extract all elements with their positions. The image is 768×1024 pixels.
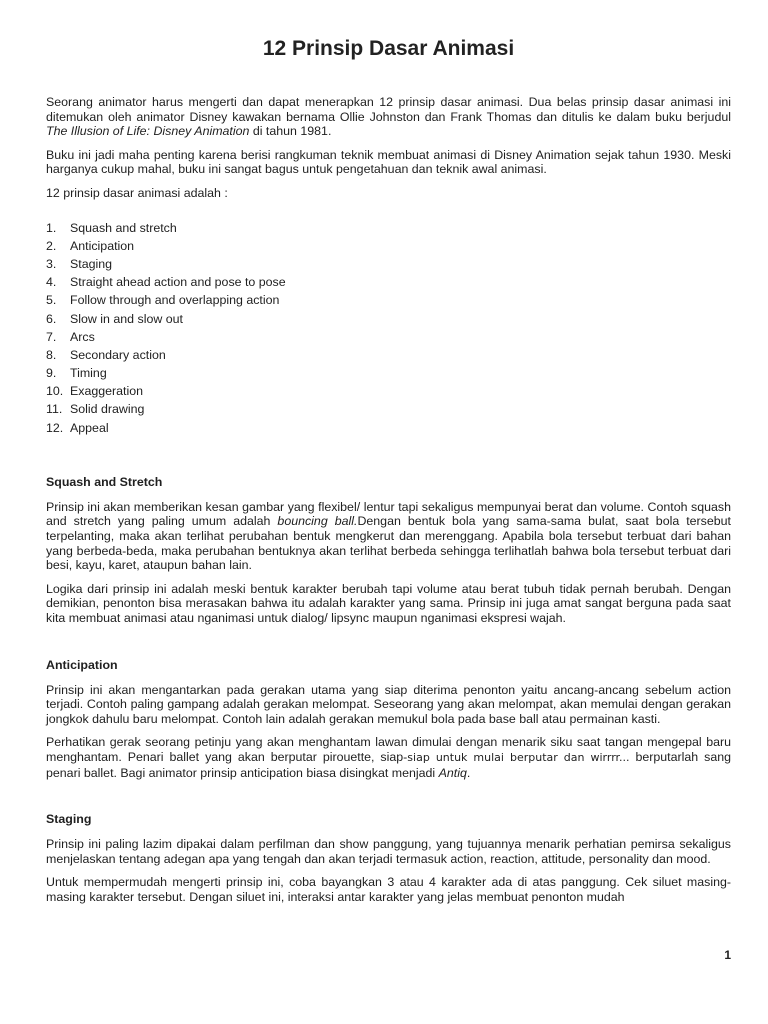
list-number: 8. [46,347,57,362]
list-item [46,346,731,364]
list-label: Secondary action [70,347,166,362]
list-label: Straight ahead action and pose to pose [70,275,286,290]
list-item [46,400,731,418]
list-label: Arcs [70,329,95,344]
list-number: 12. [46,420,64,435]
list-number: 6. [46,311,57,326]
squash-paragraph-1 [46,500,731,573]
page-number: 1 [724,948,731,962]
list-label: Squash and stretch [70,220,177,235]
staging-paragraph-2: Untuk mempermudah mengerti prinsip ini, coba bayangkan 3 atau 4 karakter ada di atas panggung. Cek siluet masing-masing karakter tersebut. Dengan siluet ini, interaksi antar karakter yang jelas membuat penonton mudah [46,875,731,904]
list-number: 1. [46,220,57,235]
list-label: Solid drawing [70,402,145,417]
list-item [46,291,731,309]
squash-p1-tail: Dengan bentuk bola yang sama-sama bulat, saat bola tersebut terpelanting, maka akan terlihat perubahan bentuk mengkerut dan merenggang. Apabila bola tersebut terbuat dari bahan yang berbeda-beda, maka perubahan bentuknya akan terlihat berbeda sehingga terlihatlah bahwa bola tersebut terbuat dari besi, kayu, karet, ataupun bahan lain. [46,514,731,573]
book-title: The Illusion of Life: Disney Animation [46,124,250,139]
list-number: 10. [46,384,64,399]
list-label: Timing [70,366,107,381]
list-number: 9. [46,366,57,381]
list-item [46,255,731,273]
list-label: Staging [70,256,113,271]
anticipation-paragraph-2 [46,735,731,780]
anticipation-p2-continue: berputarlah sang penari ballet. Bagi animator prinsip anticipation biasa disingkat menjadi [46,749,731,780]
section-heading-anticipation: Anticipation [46,657,118,672]
intro-paragraph-1 [46,95,731,139]
anticipation-p2-text: Perhatikan gerak seorang petinju yang akan menghantam lawan dimulai dengan menarik siku saat tangan mengepal baru menghantam. Penari ballet yang akan berputar pirouette, siap- [46,735,731,764]
list-number: 2. [46,238,57,253]
anticipation-paragraph-1: Prinsip ini akan mengantarkan pada gerakan utama yang siap diterima penonton yaitu ancang-ancang sebelum action terjadi. Contoh paling gampang adalah gerakan melompat. Seseorang yang akan melompat, akan memulai dengan gerakan jongkok dahulu baru melompat. Contoh lain adalah gerakan memukul bola pada base ball atau permainan kasti. [46,682,731,726]
list-item [46,364,731,382]
list-label: Slow in and slow out [70,311,183,326]
list-number: 4. [46,275,57,290]
squash-paragraph-2: Logika dari prinsip ini adalah meski bentuk karakter berubah tapi volume atau berat tubuh tidak pernah berubah. Dengan demikian, penonton bisa merasakan bahwa itu adalah karakter yang sama. Prinsip ini juga amat sangat berguna pada saat kita membuat animasi atau nganimasi untuk dialog/ lipsync maupun nganimasi ekspresi wajah. [46,581,731,625]
section-heading-staging: Staging [46,812,92,827]
staging-paragraph-1: Prinsip ini paling lazim dipakai dalam perfilman dan show panggung, yang tujuannya menarik perhatian pemirsa sekaligus menjelaskan tentang adegan apa yang tengah dan akan terjadi termasuk action, reaction, attitude, personality dan mood. [46,837,731,866]
section-heading-squash: Squash and Stretch [46,474,163,489]
intro-p1-text: Seorang animator harus mengerti dan dapat menerapkan 12 prinsip dasar animasi. Dua belas prinsip dasar animasi ini ditemukan oleh animator Disney kawakan bernama Ollie Johnston dan Frank Thomas dan ditulis ke dalam buku berjudul [46,95,731,124]
list-label: Anticipation [70,238,135,253]
list-number: 3. [46,256,57,271]
squash-p1-text: Prinsip ini akan memberikan kesan gambar yang flexibel/ lentur tapi sekaligus mempunyai berat dan volume. Contoh squash and stretch yang paling umum adalah [46,499,731,529]
list-number: 7. [46,329,57,344]
antiq-term: Antiq [438,765,467,780]
list-label: Exaggeration [70,384,144,399]
list-item [46,382,731,400]
intro-p1-tail: di tahun 1981. [249,124,332,139]
list-item [46,328,731,346]
intro-paragraph-3: 12 prinsip dasar animasi adalah : [46,185,228,200]
list-item [46,219,731,237]
page-title: 12 Prinsip Dasar Animasi [262,37,515,60]
anticipation-p2-small: siap untuk mulai berputar dan wirrrr... [407,750,630,764]
anticipation-p2-end: . [466,765,471,780]
intro-paragraph-2: Buku ini jadi maha penting karena berisi rangkuman teknik membuat animasi di Disney Animation sejak tahun 1930. Meski harganya cukup mahal, buku ini sangat bagus untuk pengetahuan dan teknik awal animasi. [46,147,731,177]
list-number: 5. [46,293,57,308]
list-item [46,237,731,255]
principles-list [46,219,731,437]
list-number: 11. [46,402,63,417]
list-item [46,310,731,328]
document-page [46,36,731,914]
list-label: Follow through and overlapping action [70,293,280,308]
squash-italic-term: bouncing ball. [277,514,358,529]
list-item [46,419,731,437]
list-item [46,273,731,291]
list-label: Appeal [70,420,109,435]
